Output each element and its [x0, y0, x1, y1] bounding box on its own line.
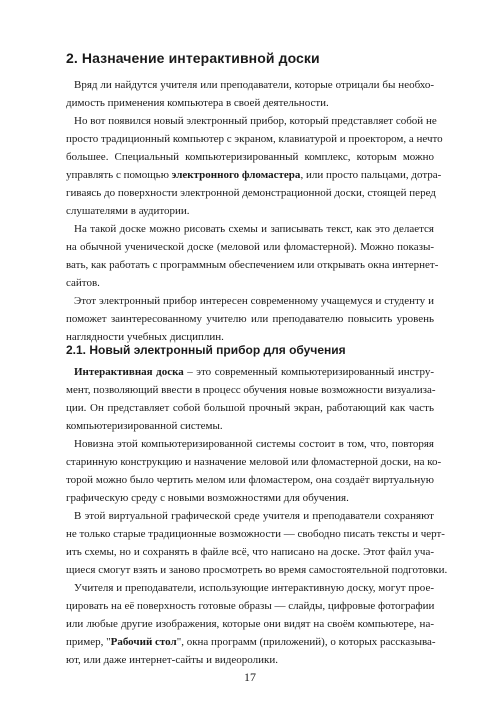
paragraph-line — [66, 636, 434, 649]
paragraph-line: Этот электронный прибор интересен современному учащемуся и студенту и — [74, 295, 434, 307]
paragraph-line: В этой виртуальной графической среде учителя и преподаватели сохраняют — [74, 510, 434, 522]
paragraph-line: димость применения компьютера в своей деятельности. — [66, 97, 329, 109]
bold-term: электронного фломастера — [171, 169, 301, 181]
text-run: – это современный компьютеризированный инстру- — [183, 366, 434, 378]
paragraph-line: компьютеризированной системы. — [66, 420, 223, 432]
paragraph-line: поможет заинтересованному учителю или преподавателю повысить уровень — [66, 313, 434, 325]
text-run: пример, " — [66, 636, 111, 648]
paragraph-line: на обычной ученической доске (меловой или фломастерной). Можно показы- — [66, 241, 434, 253]
paragraph-line: наглядности учебных дисциплин. — [66, 331, 224, 343]
paragraph-line: или любые другие изображения, которые они видят на своём компьютере, на- — [66, 618, 434, 630]
paragraph-line: слушателями в аудитории. — [66, 205, 190, 217]
paragraph-line: мент, позволяющий ввести в процесс обучения новые возможности визуализа- — [66, 384, 436, 396]
bold-term: Рабочий стол — [110, 636, 177, 648]
paragraph-line — [74, 366, 434, 379]
paragraph-line — [66, 169, 442, 182]
paragraph-line: гиваясь до поверхности электронной демонстрационной доски, стоящей перед — [66, 187, 436, 199]
bold-term: Интерактивная доска — [74, 366, 184, 378]
paragraph-line: цировать на её поверхность готовые образы — слайды, цифровые фотографии — [66, 600, 435, 612]
paragraph-line: Но вот появился новый электронный прибор, который представляет собой не — [74, 115, 437, 127]
paragraph-line: ции. Он представляет собой большой прочный экран, работающий как часть — [66, 402, 434, 414]
paragraph-line: графическую среду с новыми возможностями для обучения. — [66, 492, 349, 504]
paragraph-line: ить схемы, но и сохранять в файле всё, что написано на доске. Этот файл уча- — [66, 546, 434, 558]
paragraph-line: большее. Специальный компьютеризированный комплекс, которым можно — [66, 151, 434, 163]
paragraph-line: сайтов. — [66, 277, 100, 289]
paragraph-line: Новизна этой компьютеризированной системы состоит в том, что, повторяя — [74, 438, 434, 450]
subsection-number: 2.1. — [66, 343, 87, 357]
paragraph-line: просто традиционный компьютер с экраном, клавиатурой и проектором, а нечто — [66, 133, 443, 145]
text-run: управлять с помощью — [66, 169, 172, 181]
page-number: 17 — [244, 670, 256, 684]
paragraph-line: не только старые традиционные возможности — свободно писать тексты и черт- — [66, 528, 445, 540]
text-run: , или просто пальцами, дотра- — [300, 169, 442, 181]
subsection-heading — [66, 343, 346, 357]
paragraph-line: вать, как работать с программным обеспечением или открывать окна интернет- — [66, 259, 439, 271]
paragraph-line: старинную конструкцию и назначение меловой или фломастерной доски, на ко- — [66, 456, 442, 468]
section-number: 2. — [66, 50, 78, 66]
section-heading — [66, 50, 320, 66]
paragraph-line: На такой доске можно рисовать схемы и записывать текст, как это делается — [74, 223, 434, 235]
text-run: ", окна программ (приложений), о которых рассказыва- — [176, 636, 436, 648]
paragraph-line: ют, или даже интернет-сайты и видеоролики. — [66, 654, 278, 666]
paragraph-line: Вряд ли найдутся учителя или преподаватели, которые отрицали бы необхо- — [74, 79, 434, 91]
section-title: Назначение интерактивной доски — [81, 50, 320, 66]
paragraph-line: торой можно было чертить мелом или фломастером, она создаёт виртуальную — [66, 474, 434, 486]
paragraph-line: Учителя и преподаватели, использующие интерактивную доску, могут прое- — [74, 582, 434, 594]
subsection-title: Новый электронный прибор для обучения — [89, 343, 346, 357]
paragraph-line: щиеся смогут взять и заново просмотреть во время самостоятельной подготовки. — [66, 564, 448, 576]
